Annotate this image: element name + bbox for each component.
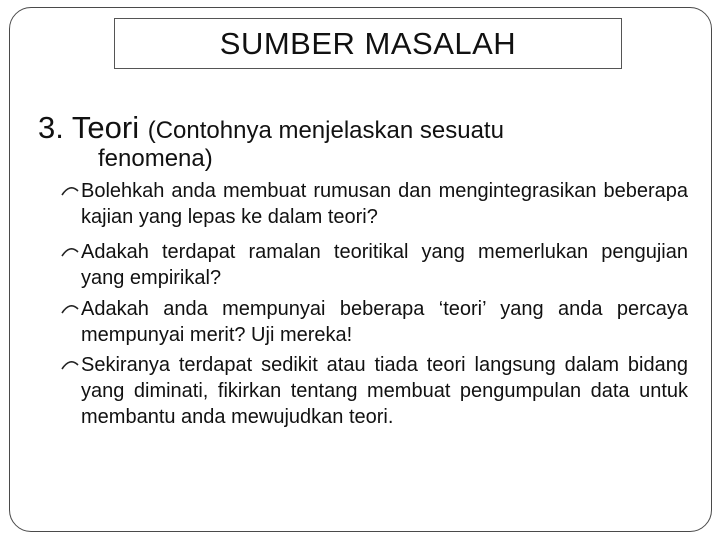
bullet-item: [81, 296, 688, 348]
bullet-text: Adakah anda mempunyai beberapa ‘teori’ yang anda percaya mempunyai merit? Uji mereka!: [81, 298, 688, 346]
slide-title: SUMBER MASALAH: [219, 25, 517, 61]
bullet-text: Bolehkah anda membuat rumusan dan mengintegrasikan beberapa kajian yang lepas ke dalam teori?: [81, 180, 688, 228]
bullet-item: [81, 178, 688, 230]
swash-arc-icon: [61, 178, 81, 204]
section-heading-sub: (Contohnya menjelaskan sesuatu: [147, 117, 504, 144]
swash-arc-icon: [61, 352, 81, 378]
section-heading-sub-continued: fenomena): [98, 145, 213, 172]
section-heading: [38, 110, 504, 146]
bullet-text: Sekiranya terdapat sedikit atau tiada teori langsung dalam bidang yang diminati, fikirkan tentang membuat pengumpulan data untuk membantu anda mewujudkan teori.: [81, 354, 688, 428]
bullet-item: [81, 352, 688, 430]
swash-arc-icon: [61, 239, 81, 265]
title-box: [114, 18, 622, 69]
bullet-item: [81, 239, 688, 291]
bullet-text: Adakah terdapat ramalan teoritikal yang memerlukan pengujian yang empirikal?: [81, 241, 688, 289]
section-heading-main: 3. Teori: [38, 110, 148, 145]
swash-arc-icon: [61, 296, 81, 322]
